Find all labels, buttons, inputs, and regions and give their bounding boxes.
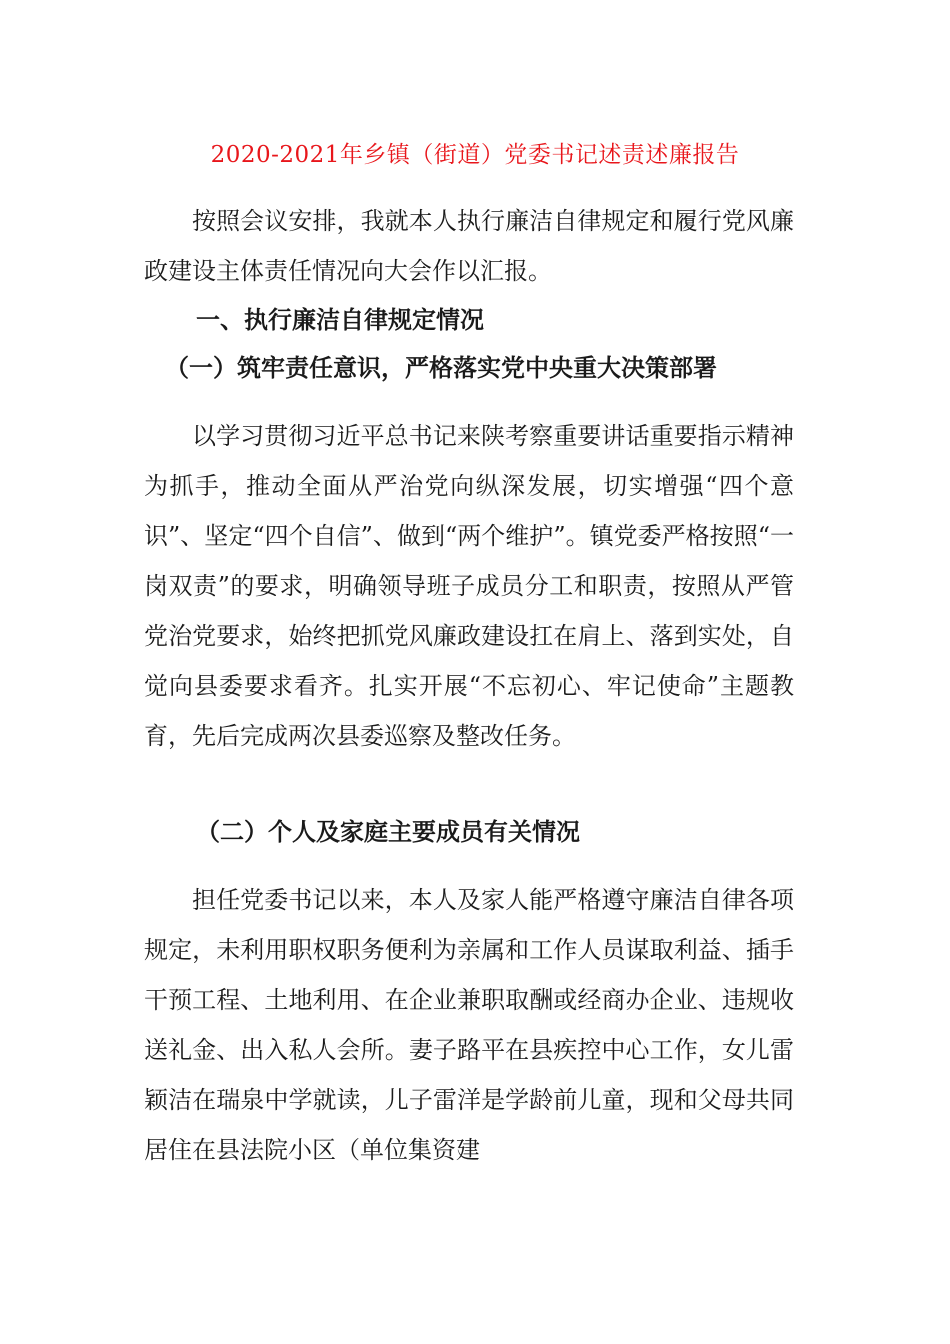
section-heading: 一、执行廉洁自律规定情况: [196, 305, 484, 334]
subsection-heading: （一）筑牢责任意识，严格落实党中央重大决策部署: [165, 353, 717, 382]
body-paragraph: 以学习贯彻习近平总书记来陕考察重要讲话重要指示精神为抓手，推动全面从严治党向纵深发展，切实增强“四个意识”、坚定“四个自信”、做到“两个维护”。镇党委严格按照“一岗双责”的要求，明确领导班子成员分工和职责，按照从严管党治党要求，始终把抓党风廉政建设扛在肩上、落到实处，自觉向县委要求看齐。扎实开展“不忘初心、牢记使命”主题教育，先后完成两次县委巡察及整改任务。: [144, 422, 794, 750]
subsection-heading: （二）个人及家庭主要成员有关情况: [196, 817, 580, 846]
intro-paragraph: 按照会议安排，我就本人执行廉洁自律规定和履行党风廉政建设主体责任情况向大会作以汇报。: [144, 207, 794, 285]
document-title: 2020-2021年乡镇（街道）党委书记述责述廉报告: [210, 142, 740, 168]
body-paragraph: 担任党委书记以来，本人及家人能严格遵守廉洁自律各项规定，未利用职权职务便利为亲属和工作人员谋取利益、插手干预工程、土地利用、在企业兼职取酬或经商办企业、违规收送礼金、出入私人会所。妻子路平在县疾控中心工作，女儿雷颖洁在瑞泉中学就读，儿子雷洋是学龄前儿童，现和父母共同居住在县法院小区（单位集资建: [144, 886, 794, 1164]
